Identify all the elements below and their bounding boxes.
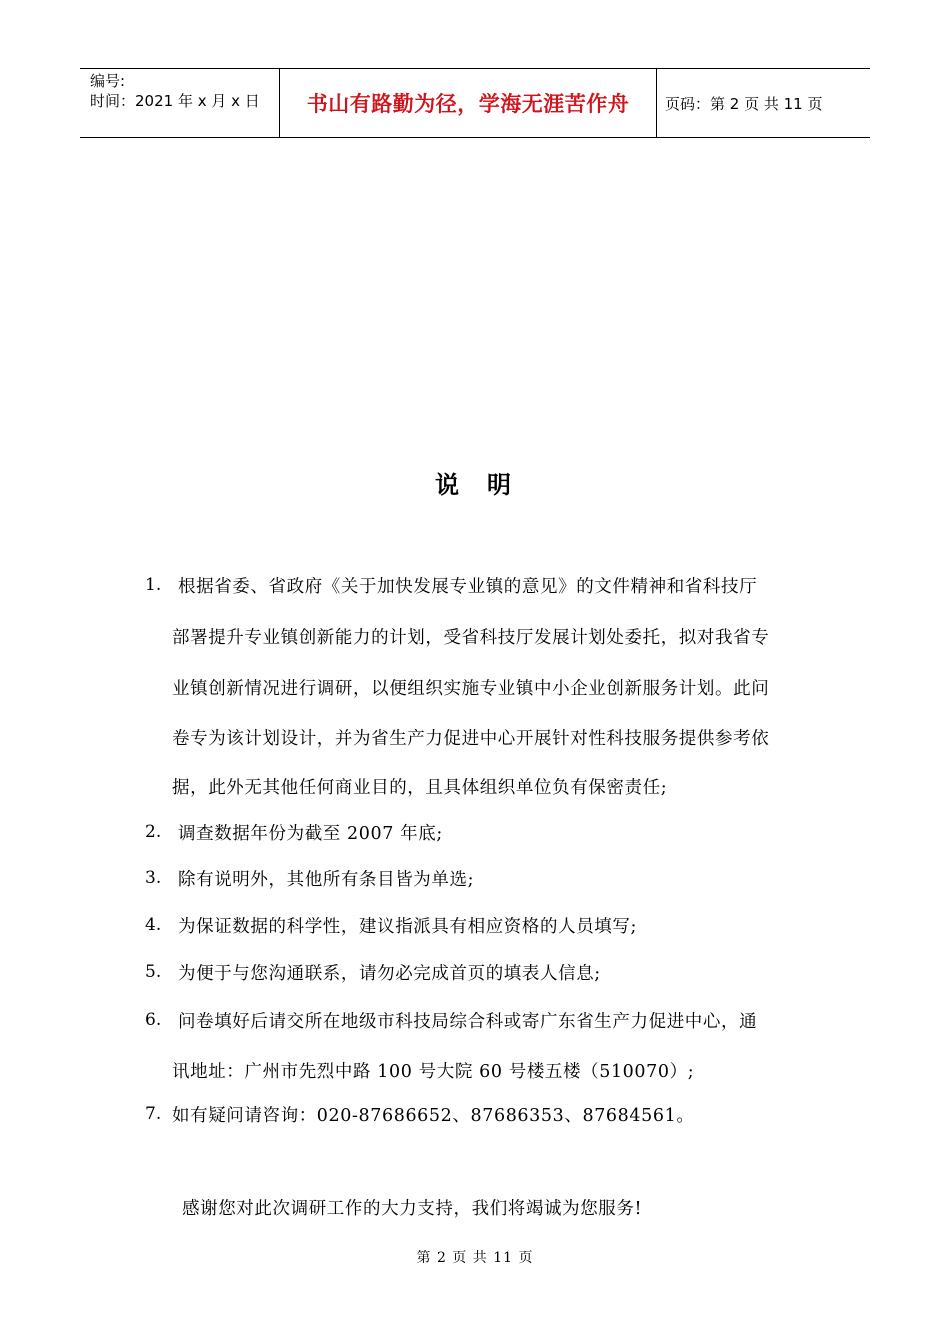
item-number: 3. xyxy=(145,868,162,888)
title-char-1: 说 xyxy=(435,471,463,499)
item-number: 2. xyxy=(145,822,162,842)
thanks-note: 感谢您对此次调研工作的大力支持，我们将竭诚为您服务! xyxy=(182,1199,643,1219)
item-number: 4. xyxy=(145,915,162,935)
item-line: 调查数据年份为截至 2007 年底; xyxy=(178,824,443,844)
item-number: 1. xyxy=(145,575,162,595)
page-footer: 第 2 页 共 11 页 xyxy=(416,1250,534,1266)
code-label: 编号: xyxy=(90,72,126,90)
header-meta xyxy=(80,69,280,137)
item-number: 7. xyxy=(145,1104,162,1124)
item-line: 除有说明外，其他所有条目皆为单选; xyxy=(178,870,475,890)
item-line: 讯地址：广州市先烈中路 100 号大院 60 号楼五楼（510070）; xyxy=(172,1062,695,1082)
item-number: 5. xyxy=(145,962,162,982)
item-number: 6. xyxy=(145,1010,162,1030)
page-header xyxy=(80,68,870,138)
date-label: 时间：2021 年 x 月 x 日 xyxy=(90,92,260,110)
item-line: 问卷填好后请交所在地级市科技局综合科或寄广东省生产力促进中心，通 xyxy=(178,1012,758,1032)
item-line: 业镇创新情况进行调研，以便组织实施专业镇中小企业创新服务计划。此问 xyxy=(172,679,770,699)
page-title xyxy=(0,465,950,500)
item-line: 为保证数据的科学性，建议指派具有相应资格的人员填写; xyxy=(178,917,637,937)
item-line: 为便于与您沟通联系，请勿必完成首页的填表人信息; xyxy=(178,964,601,984)
item-line: 据，此外无其他任何商业目的，且具体组织单位负有保密责任; xyxy=(172,778,668,798)
item-line: 根据省委、省政府《关于加快发展专业镇的意见》的文件精神和省科技厅 xyxy=(178,577,758,597)
item-line: 如有疑问请咨询：020-87686652、87686353、87684561。 xyxy=(172,1106,695,1126)
item-line: 卷专为该计划设计，并为省生产力促进中心开展针对性科技服务提供参考依 xyxy=(172,729,770,749)
header-page-info: 页码：第 2 页 共 11 页 xyxy=(665,94,823,113)
header-motto: 书山有路勤为径，学海无涯苦作舟 xyxy=(280,69,657,137)
title-char-2: 明 xyxy=(487,471,515,499)
item-line: 部署提升专业镇创新能力的计划，受省科技厅发展计划处委托，拟对我省专 xyxy=(172,628,770,648)
